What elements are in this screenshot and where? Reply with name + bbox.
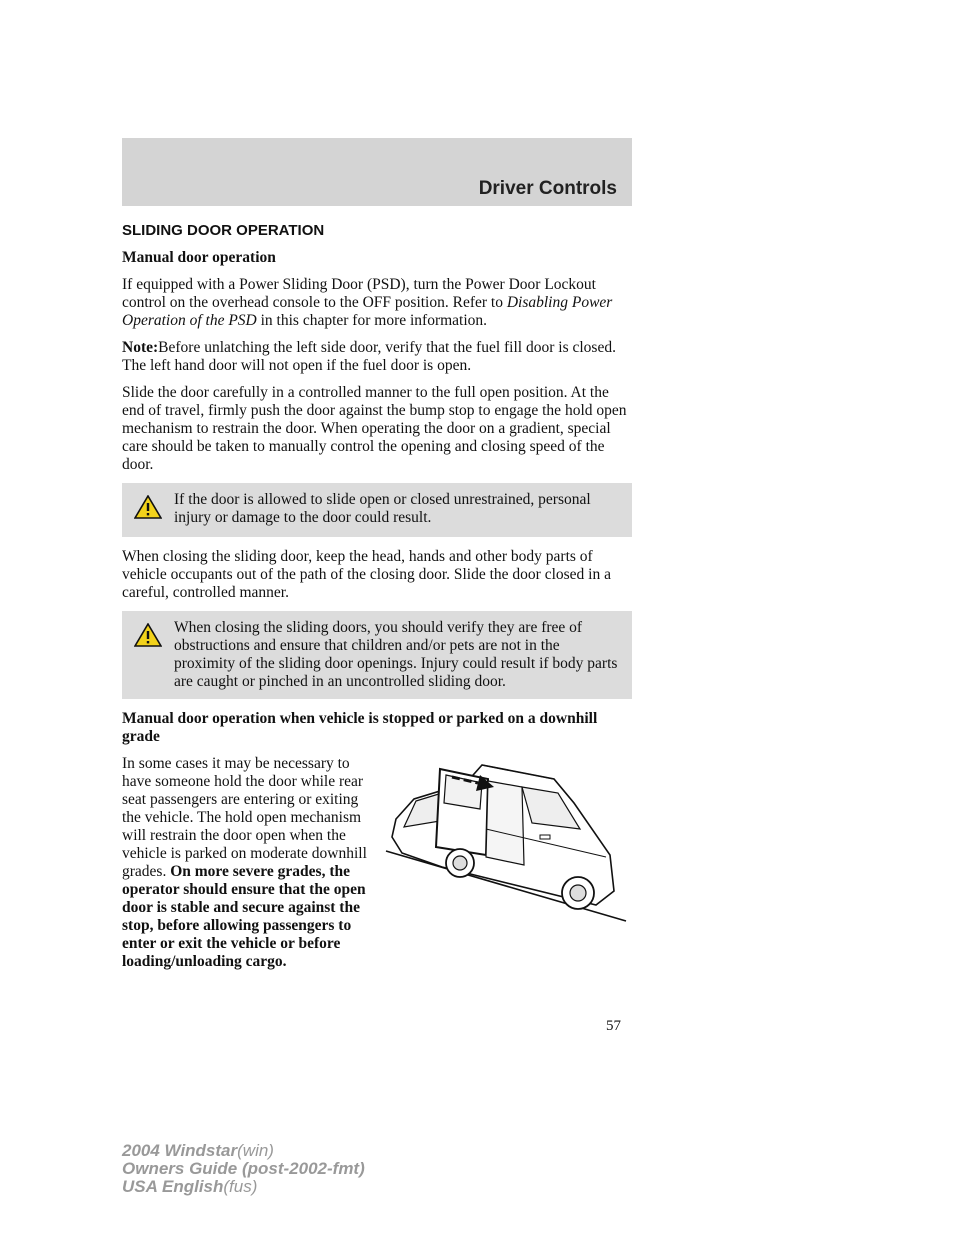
page-heading: SLIDING DOOR OPERATION <box>122 222 325 239</box>
footer-model-code: (win) <box>237 1141 274 1160</box>
warning-triangle-icon <box>134 495 162 519</box>
subheading-downhill: Manual door operation when vehicle is stopped or parked on a downhill grade <box>122 710 598 745</box>
footer-language: USA English <box>122 1177 224 1196</box>
warning-triangle-icon <box>134 623 162 647</box>
warning-text-1: If the door is allowed to slide open or closed unrestrained, personal injury or damage to the door could result. <box>174 491 591 526</box>
warning-box-1 <box>122 483 632 537</box>
footer-model: 2004 Windstar <box>122 1141 238 1160</box>
note-label: Note: <box>122 339 159 356</box>
footer-guide: Owners Guide (post-2002-fmt) <box>122 1159 365 1178</box>
footer-language-code: (fus) <box>223 1177 258 1196</box>
warning-text-2: When closing the sliding doors, you should verify they are free of obstructions and ensure that children and/or pets are not in the proximity of the sliding door openings. Injury could result if body parts are caught or pinched in an uncontrolled sliding door. <box>174 619 618 690</box>
paragraph-psd <box>122 276 632 330</box>
page-content <box>122 222 632 971</box>
paragraph-closing-door: When closing the sliding door, keep the head, hands and other body parts of vehicle occupants out of the path of the closing door. Slide the door closed in a careful, controlled manner. <box>122 548 611 601</box>
cross-reference-link: Disabling Power Operation of the PSD <box>122 294 613 329</box>
figure-section <box>122 755 632 971</box>
note-paragraph <box>122 339 632 375</box>
paragraph-downhill-bold: On more severe grades, the operator should ensure that the open door is stable and secure against the stop, before allowing passengers to enter or exit the vehicle or before loading/unloading cargo. <box>122 863 366 970</box>
subheading-manual-door: Manual door operation <box>122 249 276 266</box>
header-band <box>122 138 632 206</box>
footer <box>122 1142 365 1196</box>
section-title: Driver Controls <box>478 178 617 199</box>
footer-line-3 <box>122 1178 365 1196</box>
paragraph-slide-door: Slide the door carefully in a controlled manner to the full open position. At the end of travel, firmly push the door against the bump stop to engage the hold open mechanism to restrain the door. When operating the door on a gradient, special care should be taken to manually control the opening and closing speed of the door. <box>122 384 627 473</box>
paragraph-downhill-normal: In some cases it may be necessary to have someone hold the door while rear seat passengers are entering or exiting the vehicle. The hold open mechanism will restrain the door open when the vehicle is parked on moderate downhill grades. <box>122 755 367 880</box>
paragraph-psd-after: in this chapter for more information. <box>256 312 488 329</box>
minivan-sliding-door-illustration <box>382 759 632 933</box>
note-text: Before unlatching the left side door, verify that the fuel fill door is closed. The left hand door will not open if the fuel door is open. <box>122 339 616 374</box>
paragraph-psd-before: If equipped with a Power Sliding Door (PSD), turn the Power Door Lockout control on the overhead console to the OFF position. Refer to <box>122 276 596 311</box>
footer-line-2 <box>122 1160 365 1178</box>
warning-box-2 <box>122 611 632 699</box>
page-number: 57 <box>606 1018 621 1034</box>
footer-line-1 <box>122 1142 365 1160</box>
